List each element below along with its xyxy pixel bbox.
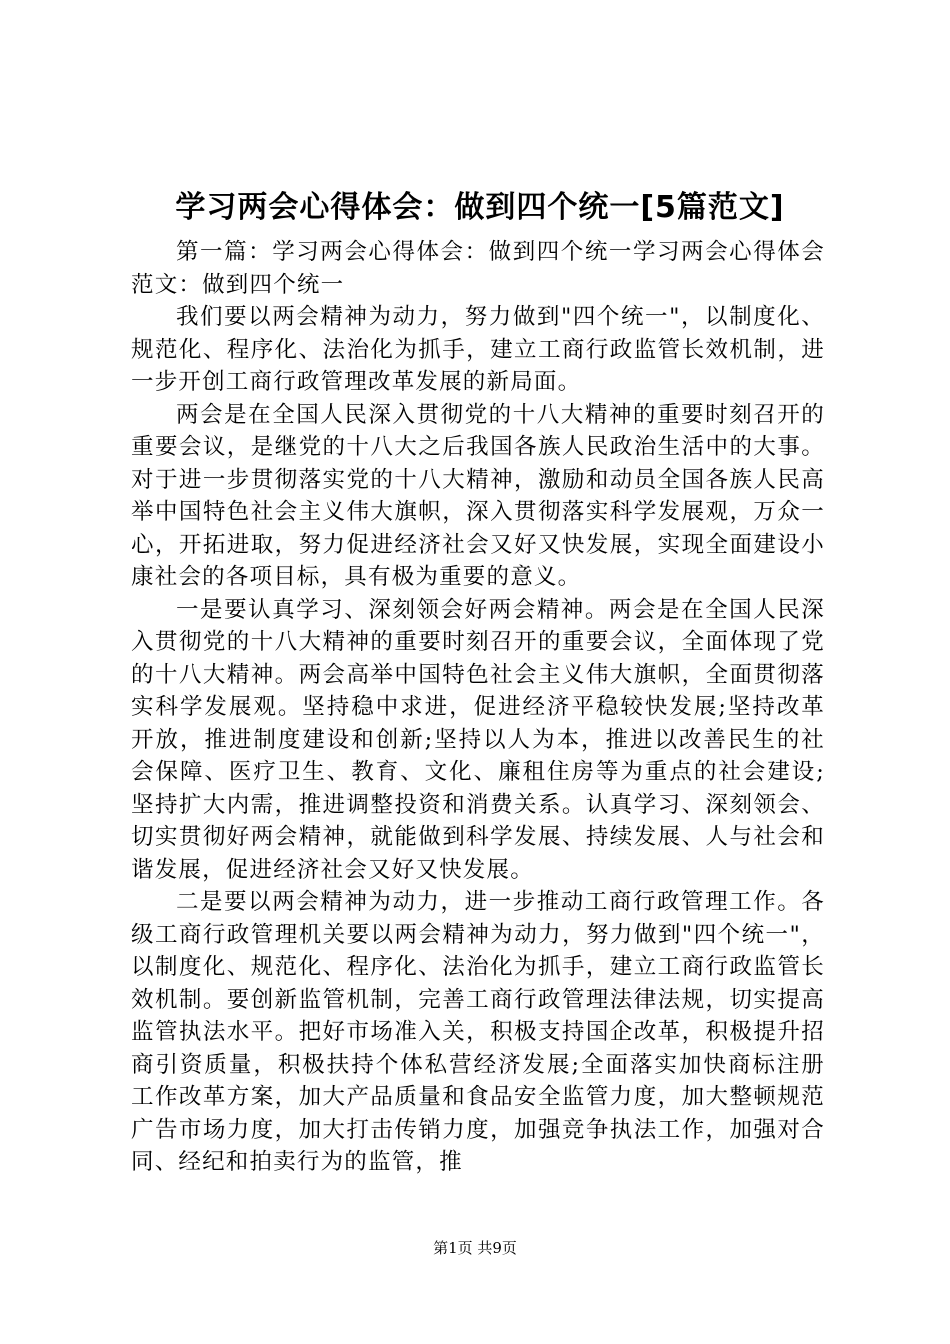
paragraph-two-sessions: 两会是在全国人民深入贯彻党的十八大精神的重要时刻召开的重要会议，是继党的十八大之后我国各族人民政治生活中的大事。对于进一步贯彻落实党的十八大精神，激励和动员全国各族人民高举中国特色社会主义伟大旗帜，深入贯彻落实科学发展观，万众一心，开拓进取，努力促进经济社会又好又快发展，实现全面建设小康社会的各项目标，具有极为重要的意义。 bbox=[131, 401, 825, 590]
paragraph-four-unities: 我们要以两会精神为动力，努力做到"四个统一"，以制度化、规范化、程序化、法治化为抓手，建立工商行政监管长效机制，进一步开创工商行政管理改革发展的新局面。 bbox=[131, 304, 825, 395]
document-body bbox=[131, 236, 825, 1179]
paragraph-intro: 第一篇：学习两会心得体会：做到四个统一学习两会心得体会范文：做到四个统一 bbox=[131, 239, 825, 298]
paragraph-point-one: 一是要认真学习、深刻领会好两会精神。两会是在全国人民深入贯彻党的十八大精神的重要时刻召开的重要会议，全面体现了党的十八大精神。两会高举中国特色社会主义伟大旗帜，全面贯彻落实科学发展观。坚持稳中求进，促进经济平稳较快发展;坚持改革开放，推进制度建设和创新;坚持以人为本，推进以改善民生的社会保障、医疗卫生、教育、文化、廉租住房等为重点的社会建设;坚持扩大内需，推进调整投资和消费关系。认真学习、深刻领会、切实贯彻好两会精神，就能做到科学发展、持续发展、人与社会和谐发展，促进经济社会又好又快发展。 bbox=[131, 596, 825, 883]
paragraph-point-two: 二是要以两会精神为动力，进一步推动工商行政管理工作。各级工商行政管理机关要以两会精神为动力，努力做到"四个统一"，以制度化、规范化、程序化、法治化为抓手，建立工商行政监管长效机制。要创新监管机制，完善工商行政管理法律法规，切实提高监管执法水平。把好市场准入关，积极支持国企改革，积极提升招商引资质量，积极扶持个体私营经济发展;全面落实加快商标注册工作改革方案，加大产品质量和食品安全监管力度，加大整顿规范广告市场力度，加大打击传销力度，加强竞争执法工作，加强对合同、经纪和拍卖行为的监管，推 bbox=[131, 889, 825, 1175]
document-title: 学习两会心得体会：做到四个统一[5篇范文] bbox=[175, 190, 785, 225]
page-number-footer: 第1页 共9页 bbox=[433, 1239, 517, 1257]
